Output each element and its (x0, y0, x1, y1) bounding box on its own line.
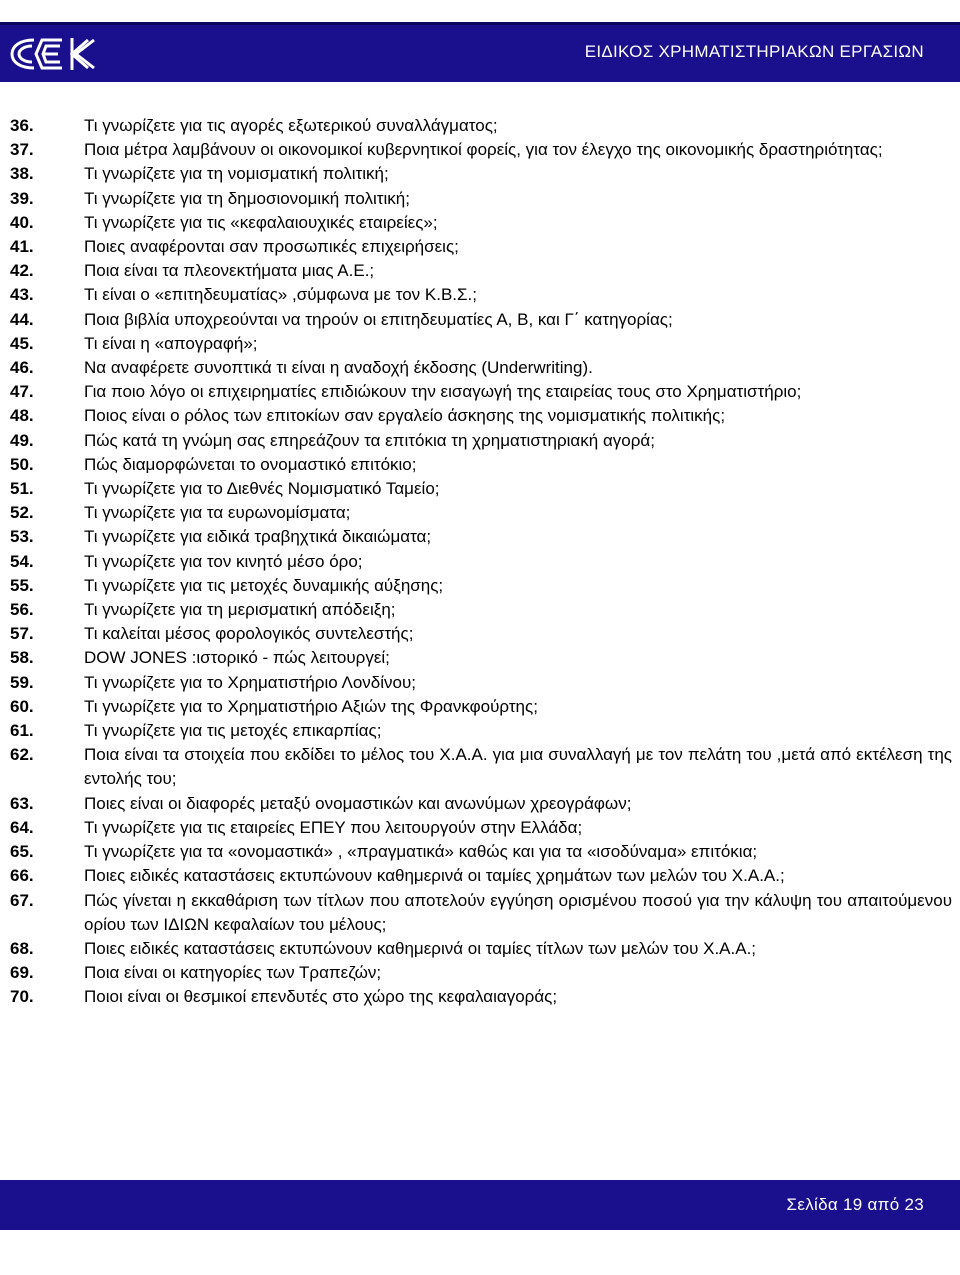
page-header (0, 0, 960, 88)
question-item (10, 259, 954, 283)
question-text: Ποιες ειδικές καταστάσεις εκτυπώνουν καθημερινά οι ταμίες χρημάτων των μελών του Χ.Α.Α.; (84, 866, 785, 886)
question-item (10, 840, 954, 864)
question-text: Ποιες ειδικές καταστάσεις εκτυπώνουν καθημερινά οι ταμίες τίτλων των μελών του Χ.Α.Α.; (84, 938, 757, 958)
question-number: 45. (10, 333, 34, 353)
question-number: 40. (10, 212, 34, 232)
question-text: Τι γνωρίζετε για τα «ονομαστικά» , «πραγματικά» καθώς και για τα «ισοδύναμα» επιτόκια; (84, 842, 758, 862)
question-item (10, 671, 954, 695)
question-text: Τι γνωρίζετε για τη μερισματική απόδειξη; (84, 600, 396, 620)
question-item (10, 525, 954, 549)
question-number: 68. (10, 938, 34, 958)
question-number: 41. (10, 237, 34, 257)
question-item (10, 453, 954, 477)
question-number: 55. (10, 575, 34, 595)
question-number: 53. (10, 527, 34, 547)
question-number: 57. (10, 624, 34, 644)
question-text: Τι γνωρίζετε για ειδικά τραβηχτικά δικαιώματα; (84, 527, 432, 547)
question-number: 59. (10, 672, 34, 692)
question-number: 56. (10, 600, 34, 620)
question-item (10, 961, 954, 985)
question-number: 64. (10, 817, 34, 837)
question-text: Ποιοι είναι οι θεσμικοί επενδυτές στο χώρο της κεφαλαιαγοράς; (84, 987, 558, 1007)
question-number: 60. (10, 696, 34, 716)
question-number: 63. (10, 793, 34, 813)
question-number: 49. (10, 430, 34, 450)
question-item (10, 138, 954, 162)
question-text: Ποια βιβλία υποχρεούνται να τηρούν οι επιτηδευματίες Α, Β, και Γ΄ κατηγορίας; (84, 309, 673, 329)
question-number: 70. (10, 987, 34, 1007)
question-item (10, 404, 954, 428)
question-text: Τι είναι ο «επιτηδευματίας» ,σύμφωνα με τον Κ.Β.Σ.; (84, 285, 477, 305)
question-item (10, 695, 954, 719)
question-item (10, 356, 954, 380)
question-number: 51. (10, 479, 34, 499)
question-item (10, 332, 954, 356)
question-text: Τι γνωρίζετε για τα ευρωνομίσματα; (84, 503, 351, 523)
question-list (10, 114, 954, 1010)
question-item (10, 985, 954, 1009)
question-number: 69. (10, 963, 34, 983)
question-number: 46. (10, 358, 34, 378)
question-number: 54. (10, 551, 34, 571)
question-text: Τι γνωρίζετε για τις «κεφαλαιουχικές εταιρείες»; (84, 212, 438, 232)
question-item (10, 187, 954, 211)
question-number: 37. (10, 140, 34, 160)
question-text: Πώς γίνεται η εκκαθάριση των τίτλων που αποτελούν εγγύηση ορισμένου ποσού για την κάλυψη του απαιτούμενου ορίου των ΙΔΙΩΝ κεφαλαίων του μέλους; (84, 890, 952, 934)
question-text: Τι γνωρίζετε για τις μετοχές επικαρπίας; (84, 721, 382, 741)
question-text: Τι γνωρίζετε για τις αγορές εξωτερικού συναλλάγματος; (84, 116, 498, 135)
question-item (10, 646, 954, 670)
question-number: 38. (10, 164, 34, 184)
question-item (10, 622, 954, 646)
question-text: Τι γνωρίζετε για τη δημοσιονομική πολιτική; (84, 188, 410, 208)
question-text: Πώς κατά τη γνώμη σας επηρεάζουν τα επιτόκια τη χρηματιστηριακή αγορά; (84, 430, 655, 450)
question-item (10, 550, 954, 574)
question-number: 52. (10, 503, 34, 523)
question-number: 61. (10, 721, 34, 741)
question-number: 39. (10, 188, 34, 208)
question-number: 58. (10, 648, 34, 668)
question-number: 43. (10, 285, 34, 305)
question-item (10, 816, 954, 840)
question-text: Ποιος είναι ο ρόλος των επιτοκίων σαν εργαλείο άσκησης της νομισματικής πολιτικής; (84, 406, 726, 426)
question-item (10, 162, 954, 186)
question-text: Ποια μέτρα λαμβάνουν οι οικονομικοί κυβερνητικοί φορείς, για τον έλεγχο της οικονομικής δραστηριότητας; (84, 140, 883, 160)
question-number: 62. (10, 745, 34, 765)
question-number: 66. (10, 866, 34, 886)
question-item (10, 574, 954, 598)
question-text: Τι γνωρίζετε για το Χρηματιστήριο Λονδίνου; (84, 672, 416, 692)
header-title: ΕΙΔΙΚΟΣ ΧΡΗΜΑΤΙΣΤΗΡΙΑΚΩΝ ΕΡΓΑΣΙΩΝ (584, 42, 924, 61)
question-text: Ποιες είναι οι διαφορές μεταξύ ονομαστικών και ανωνύμων χρεογράφων; (84, 793, 632, 813)
question-number: 67. (10, 890, 34, 910)
question-item (10, 598, 954, 622)
question-text: Ποιες αναφέρονται σαν προσωπικές επιχειρήσεις; (84, 237, 459, 257)
question-item (10, 889, 954, 937)
question-text: Να αναφέρετε συνοπτικά τι είναι η αναδοχή έκδοσης (Underwriting). (84, 358, 593, 378)
question-text: Τι γνωρίζετε για τη νομισματική πολιτική; (84, 164, 389, 184)
question-item (10, 211, 954, 235)
question-number: 47. (10, 382, 34, 402)
question-item (10, 501, 954, 525)
question-item (10, 792, 954, 816)
question-item (10, 283, 954, 307)
question-text: Πώς διαμορφώνεται το ονομαστικό επιτόκιο; (84, 454, 417, 474)
cek-logo-icon (6, 32, 102, 76)
question-text: Τι γνωρίζετε για το Χρηματιστήριο Αξιών της Φρανκφούρτης; (84, 696, 538, 716)
question-item (10, 235, 954, 259)
question-item (10, 114, 954, 138)
question-text: Τι γνωρίζετε για το Διεθνές Νομισματικό Ταμείο; (84, 479, 440, 499)
question-text: Τι γνωρίζετε για τον κινητό μέσο όρο; (84, 551, 363, 571)
question-text: Για ποιο λόγο οι επιχειρηματίες επιδιώκουν την εισαγωγή της εταιρείας τους στο Χρηματιστήριο; (84, 382, 802, 402)
question-number: 65. (10, 842, 34, 862)
question-text: Ποια είναι οι κατηγορίες των Τραπεζών; (84, 963, 382, 983)
question-item (10, 719, 954, 743)
question-number: 44. (10, 309, 34, 329)
question-item (10, 864, 954, 888)
question-text: Ποια είναι τα στοιχεία που εκδίδει το μέλος του Χ.Α.Α. για μια συναλλαγή με τον πελάτη του ,μετά από εκτέλεση της εντολής του; (84, 745, 952, 789)
question-item (10, 477, 954, 501)
question-text: Τι καλείται μέσος φορολογικός συντελεστής; (84, 624, 414, 644)
question-text: Ποια είναι τα πλεονεκτήματα μιας Α.Ε.; (84, 261, 375, 281)
question-number: 50. (10, 454, 34, 474)
question-item (10, 429, 954, 453)
question-text: Τι είναι η «απογραφή»; (84, 333, 258, 353)
question-number: 48. (10, 406, 34, 426)
question-number: 36. (10, 116, 34, 135)
page-number: Σελίδα 19 από 23 (786, 1195, 924, 1214)
question-item (10, 380, 954, 404)
question-item (10, 937, 954, 961)
question-item (10, 743, 954, 791)
question-number: 42. (10, 261, 34, 281)
question-text: DOW JONES :ιστορικό - πώς λειτουργεί; (84, 648, 390, 668)
question-text: Τι γνωρίζετε για τις μετοχές δυναμικής αύξησης; (84, 575, 444, 595)
question-item (10, 308, 954, 332)
question-text: Τι γνωρίζετε για τις εταιρείες ΕΠΕΥ που λειτουργούν στην Ελλάδα; (84, 817, 583, 837)
